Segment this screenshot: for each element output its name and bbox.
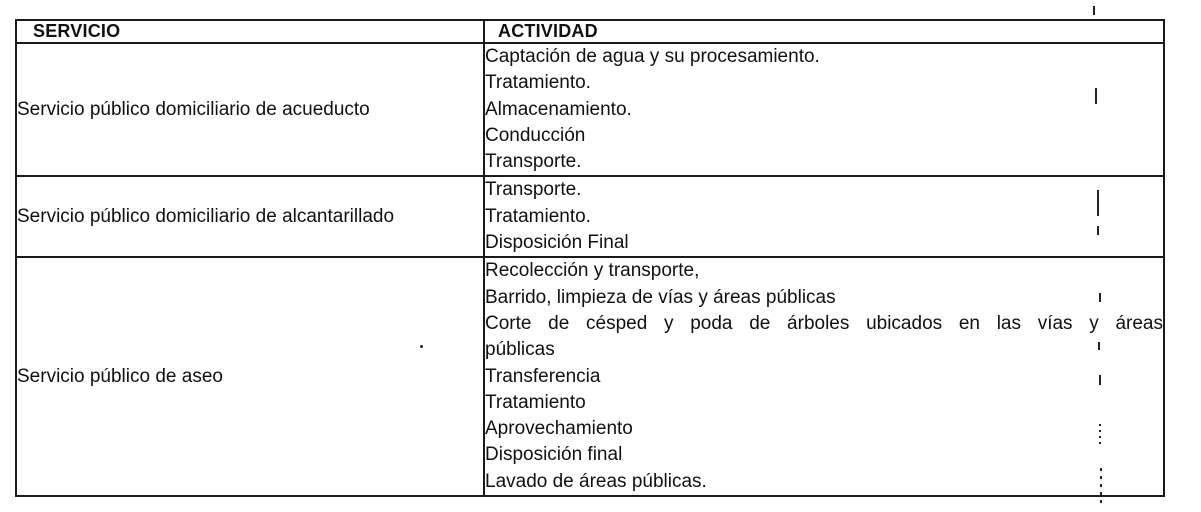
service-name: Servicio público de aseo bbox=[16, 257, 484, 496]
scan-mark bbox=[1099, 424, 1101, 446]
scan-mark bbox=[1095, 88, 1097, 104]
activity-item: Tratamiento. bbox=[485, 205, 591, 227]
activity-item: Transferencia bbox=[485, 365, 601, 387]
activity-item: Tratamiento. bbox=[485, 72, 591, 94]
scan-mark bbox=[1099, 293, 1101, 302]
scan-mark bbox=[1098, 342, 1100, 350]
activity-item: Conducción bbox=[485, 124, 586, 146]
header-service: SERVICIO bbox=[16, 20, 484, 43]
activity-item: Corte de césped y poda de árboles ubicados en las vías y áreas bbox=[485, 312, 1163, 334]
activity-item: Captación de agua y su procesamiento. bbox=[485, 46, 820, 67]
table-header-row bbox=[16, 20, 1164, 43]
activity-item: Almacenamiento. bbox=[485, 98, 632, 120]
activity-item: Disposición final bbox=[485, 444, 623, 466]
table-row bbox=[16, 257, 1164, 496]
scan-mark bbox=[1099, 375, 1101, 385]
scan-mark bbox=[1097, 190, 1099, 216]
activity-list bbox=[484, 176, 1164, 257]
table-row bbox=[16, 43, 1164, 176]
scan-mark bbox=[1097, 226, 1099, 235]
service-name: Servicio público domiciliario de acueducto bbox=[16, 43, 484, 176]
scan-mark bbox=[1100, 468, 1102, 508]
activity-list bbox=[484, 257, 1164, 496]
activity-item: Lavado de áreas públicas. bbox=[485, 470, 707, 492]
services-activities-table bbox=[15, 19, 1165, 497]
activity-item: Aprovechamiento bbox=[485, 418, 633, 440]
header-activity: ACTIVIDAD bbox=[484, 20, 1164, 43]
table-row bbox=[16, 176, 1164, 257]
service-name: Servicio público domiciliario de alcantarillado bbox=[16, 176, 484, 257]
activity-list bbox=[484, 43, 1164, 176]
activity-item: Transporte. bbox=[485, 151, 582, 173]
activity-item: Transporte. bbox=[485, 179, 582, 201]
activity-item: públicas bbox=[485, 339, 555, 361]
scan-dot bbox=[420, 345, 423, 348]
scan-mark bbox=[1093, 6, 1095, 15]
activity-item: Recolección y transporte, bbox=[485, 260, 700, 282]
activity-item: Barrido, limpieza de vías y áreas públicas bbox=[485, 286, 836, 308]
activity-item: Disposición Final bbox=[485, 232, 629, 254]
activity-item: Tratamiento bbox=[485, 391, 586, 413]
